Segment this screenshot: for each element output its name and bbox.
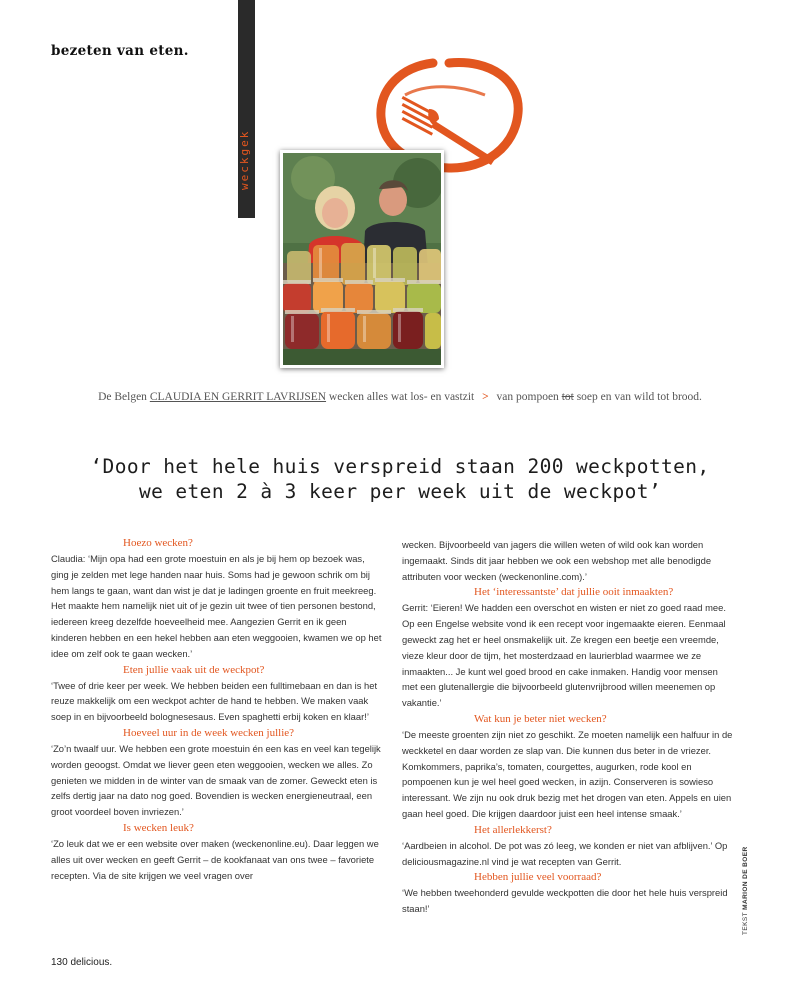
- question-heading: Is wecken leuk?: [123, 821, 194, 834]
- answer-paragraph: ‘Twee of drie keer per week. We hebben beiden een fulltimebaan en dan is het reuze makkelijk om een weckpot achter de hand te hebben. We maken vaak soep in en bijvoorbeeld bolognesesaus. Even spaghetti erbij koken en klaar!’: [51, 679, 378, 723]
- question-heading: Wat kun je beter niet wecken?: [474, 712, 607, 725]
- question-heading: Eten jullie vaak uit de weckpot?: [123, 663, 265, 676]
- article-column-right: [402, 537, 736, 917]
- section-side-bar: [238, 0, 255, 218]
- credit-name: MARION DE BOER: [742, 846, 749, 910]
- question-heading: Het allerlekkerst?: [474, 823, 552, 836]
- answer-paragraph: Claudia: ‘Mijn opa had een grote moestuin en als je bij hem op bezoek was, ging je zelden met lege handen naar huis. Soms had je gewoon schrik om bij hem langs te gaan, want dan wist je dat je ladingen groente en fruit meekreeg. Het maakte hem namelijk niet uit of je gezin uit twee of tien personen bestond, iedereen kreeg dezelfde hoeveelheid mee. Aangezien Gerrit en ik geen kinderen hebben en een hekel hebben aan eten weggooien, kwamen we op het idee om zelf ook te gaan wecken.’: [51, 553, 382, 659]
- credit-label: TEKST: [742, 912, 749, 935]
- intro-prefix: De Belgen: [98, 391, 147, 403]
- pull-quote-line-1: ‘Door het hele huis verspreid staan 200 weckpotten,: [90, 455, 710, 478]
- intro-arrow-icon: >: [482, 391, 489, 403]
- side-bar-label: weckgek: [238, 129, 251, 191]
- intro-line: [0, 391, 800, 403]
- answer-paragraph: Gerrit: ‘Eieren! We hadden een overschot en wisten er niet zo goed raad mee. Op een Engelse website vond ik een recept voor ingemaakte eieren. Eenmaal geweckt zag het er heel onsmakelijk uit. Ze kregen een beetje een vreemde, vieze kleur door de tijm, het mosterdzaad en laurierblad waarmee we ze inmaakten... Je kunt wel goed brood en cake inmaken. Handig voor mensen met een glutenallergie die bijvoorbeeld glutenvrijbrood willen meenemen op vakantie.’: [402, 602, 726, 709]
- couple-with-jars-image: [283, 153, 441, 365]
- question-heading: Hoeveel uur in de week wecken jullie?: [123, 726, 295, 739]
- intro-suffix-start: van pompoen: [496, 391, 559, 403]
- answer-paragraph: wecken. Bijvoorbeeld van jagers die willen weten of wild ook kan worden ingemaakt. Sinds dit jaar hebben we ook een webshop met alle benodigde attributen voor wecken (weckenonline.com).’: [402, 539, 712, 582]
- answer-paragraph: ‘Aardbeien in alcohol. De pot was zó leeg, we konden er niet van afblijven.’ Op deliciousmagazine.nl vind je wat recepten van Gerrit.: [402, 839, 728, 867]
- author-credit: [742, 846, 754, 935]
- answer-paragraph: ‘Zo’n twaalf uur. We hebben een grote moestuin én een kas en veel kan tegelijk worden geoogst. Omdat we liever geen eten weggooien, wecken we alles. Zo genieten we midden in de winter van de smaak van de zomer. Geweckt eten is zelfs dertig jaar na dato nog goed. Bovendien is wecken energieneutraal, een groot voordeel boven invriezen.’: [51, 742, 381, 818]
- answer-paragraph: ‘De meeste groenten zijn niet zo geschikt. Ze moeten namelijk een halfuur in de weckketel en daar worden ze slap van. Die kunnen dus beter in de vriezer. Komkommers, paprika’s, tomaten, courgettes, augurken, rode kool en pompoenen kun je wel heel goed wecken, in azijn. Conserveren is sowieso interessant. We zijn nu ook druk bezig met het drogen van eten. Appels en uien gaan heel goed. Die krijgen daardoor juist een heel intense smaak.’: [402, 728, 733, 819]
- section-title: bezeten van eten.: [51, 43, 189, 59]
- intro-middle: wecken alles wat los- en vastzit: [328, 391, 475, 403]
- question-heading: Hoezo wecken?: [123, 537, 193, 549]
- question-heading: Het ‘interessantste’ dat jullie ooit inmaakten?: [474, 586, 674, 599]
- answer-paragraph: ‘Zo leuk dat we er een website over maken (weckenonline.eu). Daar leggen we alles uit over wecken en geeft Gerrit – de kookfanaat van ons twee – favoriete recepten. Via de site krijgen we veel vragen over: [51, 837, 379, 881]
- page-footer: 130 delicious.: [51, 957, 113, 968]
- intro-suffix-end: soep en van wild tot brood.: [576, 391, 702, 403]
- pull-quote: [0, 454, 800, 504]
- intro-suffix-strike: tot: [561, 391, 574, 403]
- article-column-left: [51, 535, 385, 883]
- answer-paragraph: ‘We hebben tweehonderd gevulde weckpotten die door het hele huis verspreid staan!’: [402, 887, 728, 915]
- intro-names: CLAUDIA EN GERRIT LAVRIJSEN: [149, 391, 327, 403]
- pull-quote-line-2: we eten 2 à 3 keer per week uit de weckpot’: [138, 480, 662, 503]
- weckpot-photo: [280, 150, 444, 368]
- question-heading: Hebben jullie veel voorraad?: [474, 871, 602, 884]
